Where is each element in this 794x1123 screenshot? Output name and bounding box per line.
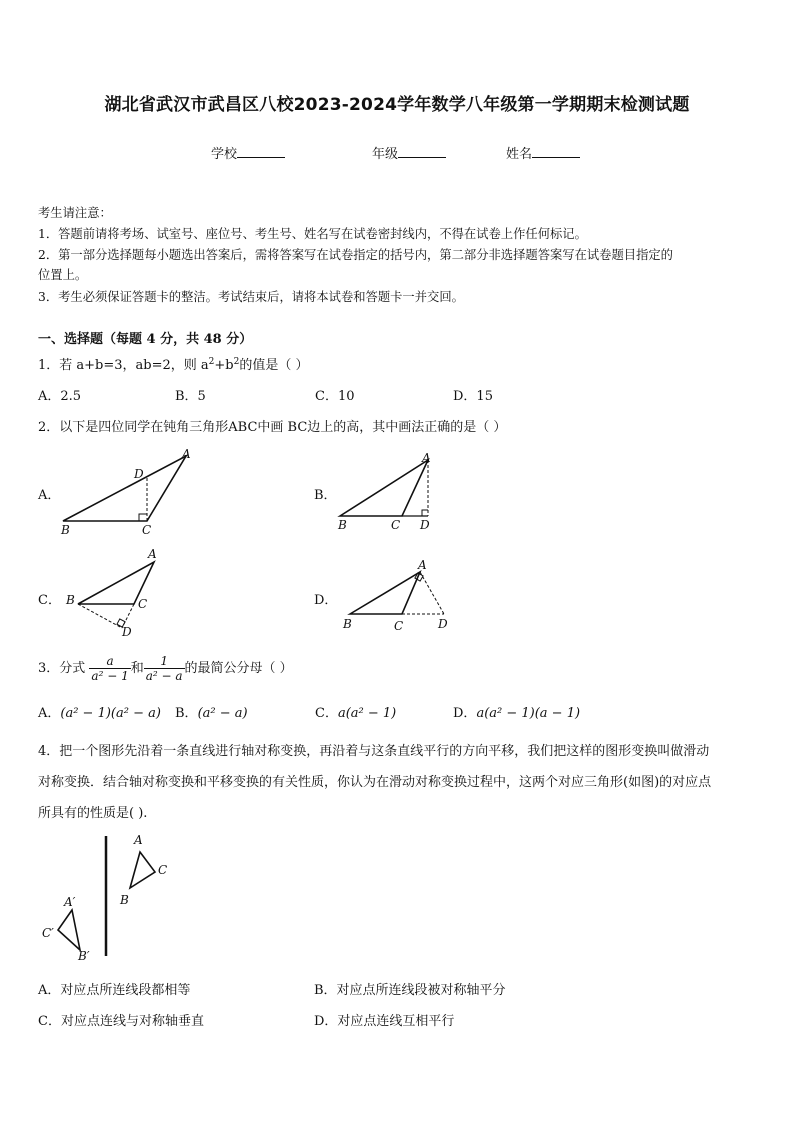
notice-item-3: 3．考生必须保证答题卡的整洁。考试结束后，请将本试卷和答题卡一并交回。 (38, 290, 464, 304)
q4-option-c[interactable]: C．对应点连线与对称轴垂直 (38, 1014, 204, 1029)
q2c-label-d: D (122, 625, 132, 639)
q2b-label-c: C (391, 518, 401, 532)
q2-figure-a (58, 448, 198, 538)
notice-item-2-cont: 位置上。 (38, 268, 88, 282)
q3-suffix: 的最简公分母（ ） (184, 661, 293, 676)
q4-option-d[interactable]: D．对应点连线互相平行 (314, 1014, 455, 1029)
q1-stem-c: 的值是（ ） (239, 358, 309, 373)
q4-stem-line-3: 所具有的性质是( ). (38, 806, 148, 821)
q1-sup-2: 2 (233, 357, 240, 367)
q4-option-b[interactable]: B．对应点所连线段被对称轴平分 (314, 983, 506, 998)
q2-figure-c (58, 546, 178, 642)
q3-option-a[interactable] (38, 702, 161, 721)
q4-label-a: A (134, 833, 143, 847)
q2b-label-d: D (420, 518, 430, 532)
q2-figure-b (334, 448, 454, 538)
q3-option-c-value: a(a² − 1) (337, 706, 397, 721)
q2-option-c[interactable]: C． (38, 593, 61, 608)
q4-label-c1: C′ (42, 926, 54, 940)
q3-frac1-num: a (89, 654, 130, 669)
page-title: 湖北省武汉市武昌区八校2023-2024学年数学八年级第一学期期末检测试题 (104, 95, 690, 115)
q2d-label-a: A (418, 558, 427, 572)
q2d-label-b: B (343, 617, 352, 631)
q4-stem-line-1: 4．把一个图形先沿着一条直线进行轴对称变换，再沿着与这条直线平行的方向平移，我们把这样的图形变换叫做滑动 (38, 744, 710, 759)
q3-fraction-1 (89, 654, 130, 683)
q1-stem-b: +b (214, 358, 234, 373)
q3-option-d[interactable] (453, 702, 580, 721)
q4-label-b1: B′ (78, 949, 90, 963)
q3-prefix: 3．分式 (38, 661, 86, 676)
q2a-label-b: B (61, 523, 70, 537)
q2c-label-a: A (148, 547, 157, 561)
grade-blank[interactable] (398, 145, 446, 158)
q1-option-a[interactable]: A．2.5 (38, 389, 82, 404)
q3-option-d-value: a(a² − 1)(a − 1) (476, 706, 581, 721)
q1-option-c[interactable]: C．10 (315, 389, 355, 404)
q2-figure-d (340, 556, 460, 638)
q4-stem-line-2: 对称变换．结合轴对称变换和平移变换的有关性质，你认为在滑动对称变换过程中，这两个对应三角形(如图)的对应点 (38, 775, 712, 790)
q1-option-b[interactable]: B．5 (175, 389, 206, 404)
q4-option-a[interactable]: A．对应点所连线段都相等 (38, 983, 191, 998)
q4-label-a1: A′ (64, 895, 76, 909)
name-field[interactable] (506, 143, 580, 162)
q3-option-b-value: (a² − a) (197, 706, 248, 721)
name-label: 姓名 (506, 147, 533, 162)
q3-option-d-letter: D． (453, 706, 477, 721)
q2a-label-d: D (134, 467, 144, 481)
q3-option-c[interactable] (315, 702, 396, 721)
q3-frac1-den: a² − 1 (91, 669, 129, 683)
notice-heading: 考生请注意： (38, 206, 112, 220)
q4-label-c: C (158, 863, 168, 877)
school-blank[interactable] (237, 145, 285, 158)
q2a-label-c: C (142, 523, 152, 537)
q3-option-c-letter: C． (315, 706, 338, 721)
grade-label: 年级 (372, 147, 399, 162)
q2a-label-a: A (182, 448, 191, 461)
q3-frac2-num: 1 (144, 654, 185, 669)
grade-field[interactable] (372, 143, 446, 162)
q2b-label-a: A (422, 451, 431, 465)
q2-option-b[interactable]: B． (314, 488, 337, 503)
q1-stem-a: 1．若 a+b=3，ab=2，则 a (38, 358, 209, 373)
school-field[interactable] (211, 143, 285, 162)
notice-item-1: 1．答题前请将考场、试室号、座位号、考生号、姓名写在试卷密封线内，不得在试卷上作任何标记。 (38, 227, 587, 241)
q3-mid: 和 (130, 661, 144, 676)
q2d-label-c: C (394, 619, 404, 633)
q3-option-b-letter: B． (175, 706, 198, 721)
q2-option-d[interactable]: D． (314, 593, 338, 608)
q3-frac2-den: a² − a (145, 669, 183, 683)
q4-figure (38, 828, 198, 968)
q2-stem: 2．以下是四位同学在钝角三角形ABC中画 BC边上的高，其中画法正确的是（ ） (38, 420, 507, 435)
section-heading: 一、选择题（每题 4 分，共 48 分） (38, 332, 253, 347)
q3-stem (38, 654, 293, 683)
q4-label-b: B (120, 893, 129, 907)
school-label: 学校 (211, 147, 238, 162)
q3-option-b[interactable] (175, 702, 248, 721)
q2b-label-b: B (338, 518, 347, 532)
q2c-label-c: C (138, 597, 148, 611)
notice-item-2: 2．第一部分选择题每小题选出答案后，需将答案写在试卷指定的括号内，第二部分非选择题答案写在试卷题目指定的 (38, 248, 673, 262)
q2d-label-d: D (438, 617, 448, 631)
q3-option-a-letter: A． (38, 706, 61, 721)
q3-fraction-2 (144, 654, 185, 683)
name-blank[interactable] (532, 145, 580, 158)
q2-option-a[interactable]: A． (38, 488, 61, 503)
q2c-label-b: B (66, 593, 75, 607)
q3-option-a-value: (a² − 1)(a² − a) (60, 706, 161, 721)
q1-sup-1: 2 (208, 357, 215, 367)
q1-option-d[interactable]: D．15 (453, 389, 493, 404)
q1-stem (38, 354, 308, 373)
